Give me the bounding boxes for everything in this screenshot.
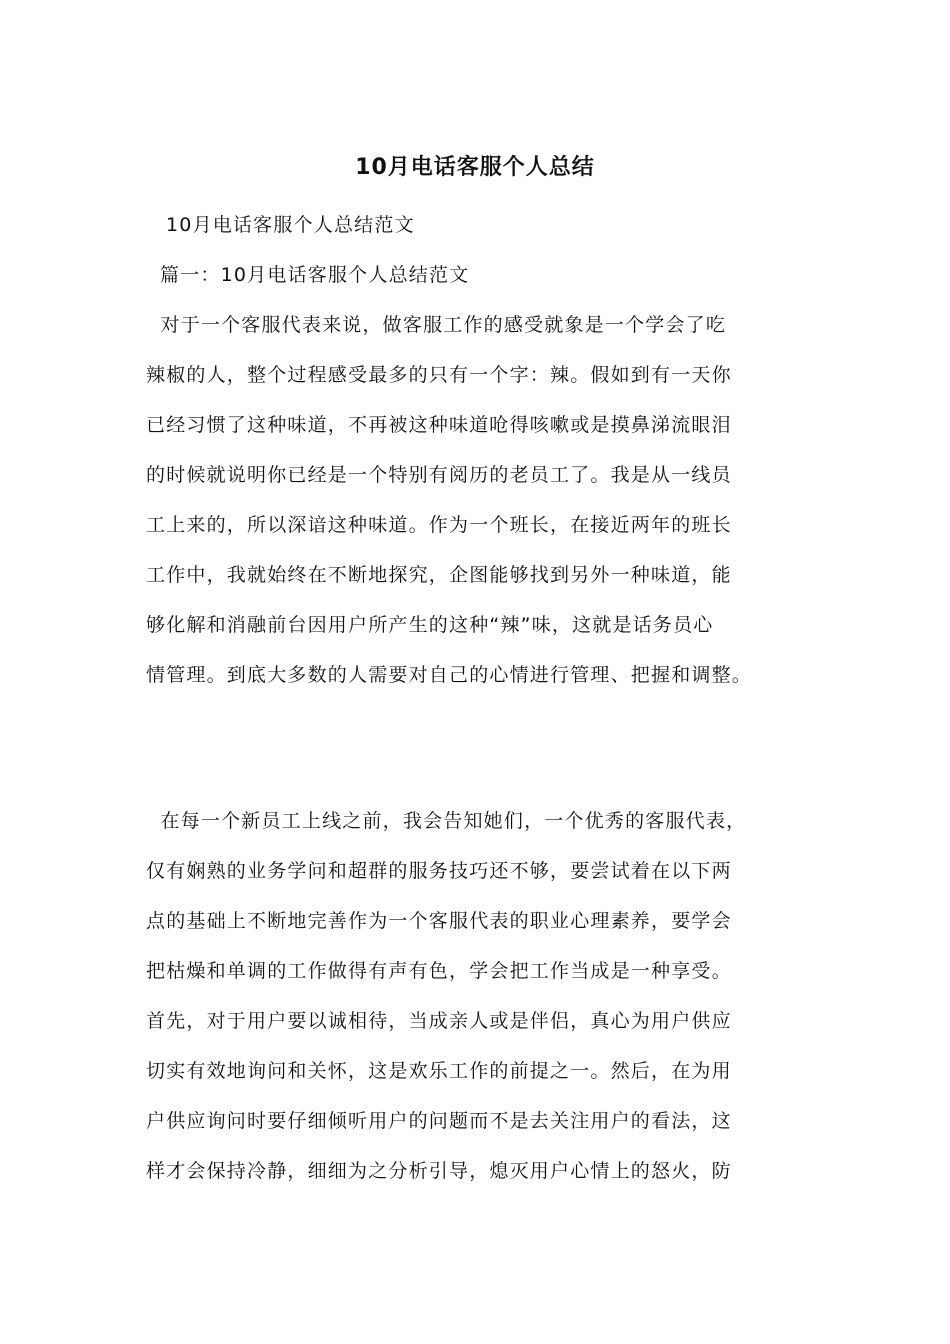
paragraph-line: 工上来的，所以深谙这种味道。作为一个班长，在接近两年的班长	[146, 514, 732, 536]
paragraph-line: 仅有娴熟的业务学问和超群的服务技巧还不够，要尝试着在以下两	[146, 860, 732, 882]
paragraph-line: 的时候就说明你已经是一个特别有阅历的老员工了。我是从一线员	[146, 464, 732, 486]
paragraph-line: 情管理。到底大多数的人需要对自己的心情进行管理、把握和调整。	[146, 664, 753, 686]
paragraph-line: 切实有效地询问和关怀，这是欢乐工作的前提之一。然后，在为用	[146, 1060, 732, 1082]
paragraph-line: 辣椒的人，整个过程感受最多的只有一个字：辣。假如到有一天你	[146, 364, 732, 386]
document-subtitle: 10月电话客服个人总结范文	[166, 214, 415, 236]
paragraph-line: 工作中，我就始终在不断地探究，企图能够找到另外一种味道，能	[146, 564, 732, 586]
paragraph-line: 首先，对于用户要以诚相待，当成亲人或是伴侣，真心为用户供应	[146, 1010, 732, 1032]
paragraph-line: 户供应询问时要仔细倾听用户的问题而不是去关注用户的看法，这	[146, 1110, 732, 1132]
paragraph-line: 在每一个新员工上线之前，我会告知她们，一个优秀的客服代表，	[146, 810, 747, 832]
paragraph-line: 已经习惯了这种味道，不再被这种味道呛得咳嗽或是摸鼻涕流眼泪	[146, 414, 732, 436]
paragraph-line: 对于一个客服代表来说，做客服工作的感受就象是一个学会了吃	[146, 314, 727, 336]
document-title: 10月电话客服个人总结	[355, 155, 595, 180]
paragraph-line: 点的基础上不断地完善作为一个客服代表的职业心理素养，要学会	[146, 910, 732, 932]
paragraph-line: 样才会保持冷静，细细为之分析引导，熄灭用户心情上的怒火，防	[146, 1160, 732, 1182]
paragraph-line: 把枯燥和单调的工作做得有声有色，学会把工作当成是一种享受。	[146, 960, 732, 982]
section-heading: 篇一：10月电话客服个人总结范文	[160, 264, 470, 286]
paragraph-line: 够化解和消融前台因用户所产生的这种“辣”味，这就是话务员心	[146, 614, 714, 636]
